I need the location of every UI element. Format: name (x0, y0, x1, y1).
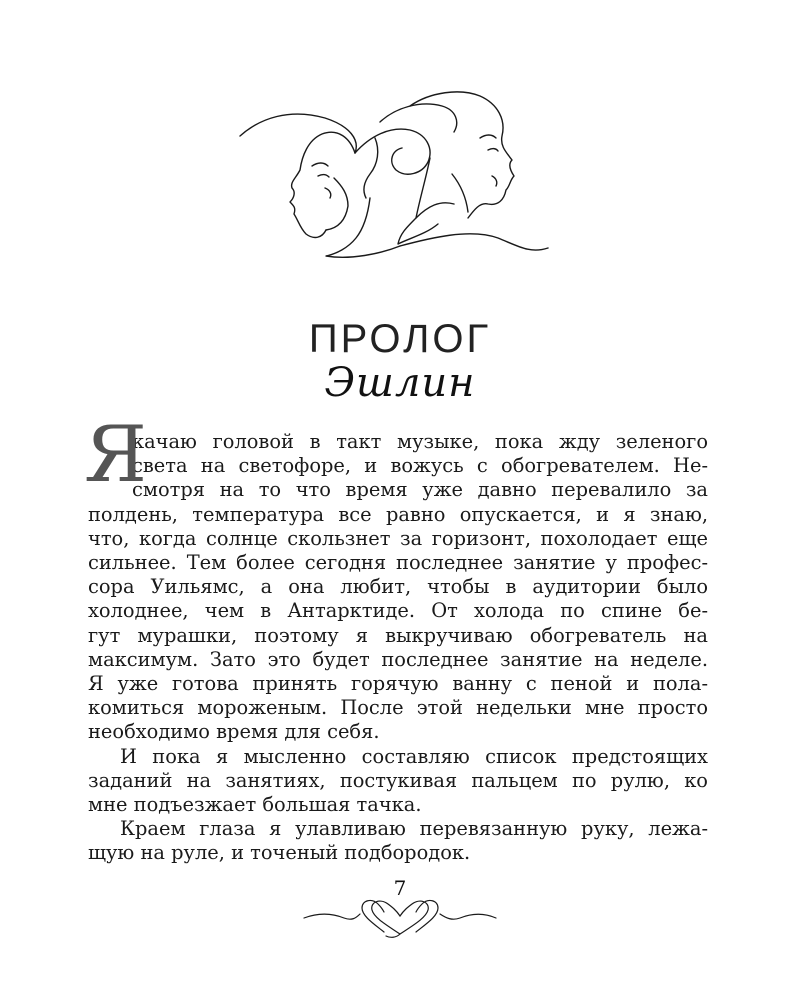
chapter-title: ПРОЛОГ (308, 316, 492, 361)
body-text (84, 410, 708, 866)
text-line: заданий на занятиях, постукивая пальцем по рулю, ко (88, 768, 708, 792)
text-line: сильнее. Тем более сегодня последнее занятие у профес- (88, 551, 708, 575)
two-faces-line-art-icon (230, 78, 560, 268)
text-line: гут мурашки, поэтому я выкручиваю обогреватель на (88, 623, 708, 647)
text-line: сора Уильямс, а она любит, чтобы в аудитории было (88, 575, 708, 599)
text-line: комиться мороженым. После этой недельки мне просто (88, 696, 708, 720)
text-line: света на светофоре, и вожусь с обогревателем. Не- (132, 454, 708, 478)
text-line: смотря на то что время уже давно перевалило за (132, 478, 708, 502)
text-line: максимум. Зато это будет последнее занятие на неделе. (88, 647, 708, 671)
paragraph (84, 410, 708, 745)
text-line: щую на руле, и точеный подбородок. (88, 841, 471, 865)
chapter-subtitle: Эшлин (324, 360, 476, 406)
page-number: 7 (393, 876, 407, 900)
text-line: качаю головой в такт музыке, пока жду зеленого (132, 430, 708, 453)
text-line: необходимо время для себя. (88, 720, 380, 744)
text-line: холоднее, чем в Антарктиде. От холода по спине бе- (88, 599, 708, 623)
text-line: Я уже готова принять горячую ванну с пеной и пола- (88, 672, 708, 696)
text-line: мне подъезжает большая тачка. (88, 793, 422, 817)
intertwined-hearts-ornament-icon (300, 896, 500, 940)
paragraph (88, 817, 708, 865)
text-line: что, когда солнце скользнет за горизонт, похолодает еще (88, 526, 708, 550)
drop-cap: Я (84, 410, 147, 500)
text-line: полдень, температура все равно опускается, и я знаю, (88, 502, 708, 526)
paragraph (88, 745, 708, 818)
text-line: Краем глаза я улавливаю перевязанную руку, лежа- (120, 817, 708, 841)
text-line: И пока я мысленно составляю список предстоящих (120, 744, 708, 768)
